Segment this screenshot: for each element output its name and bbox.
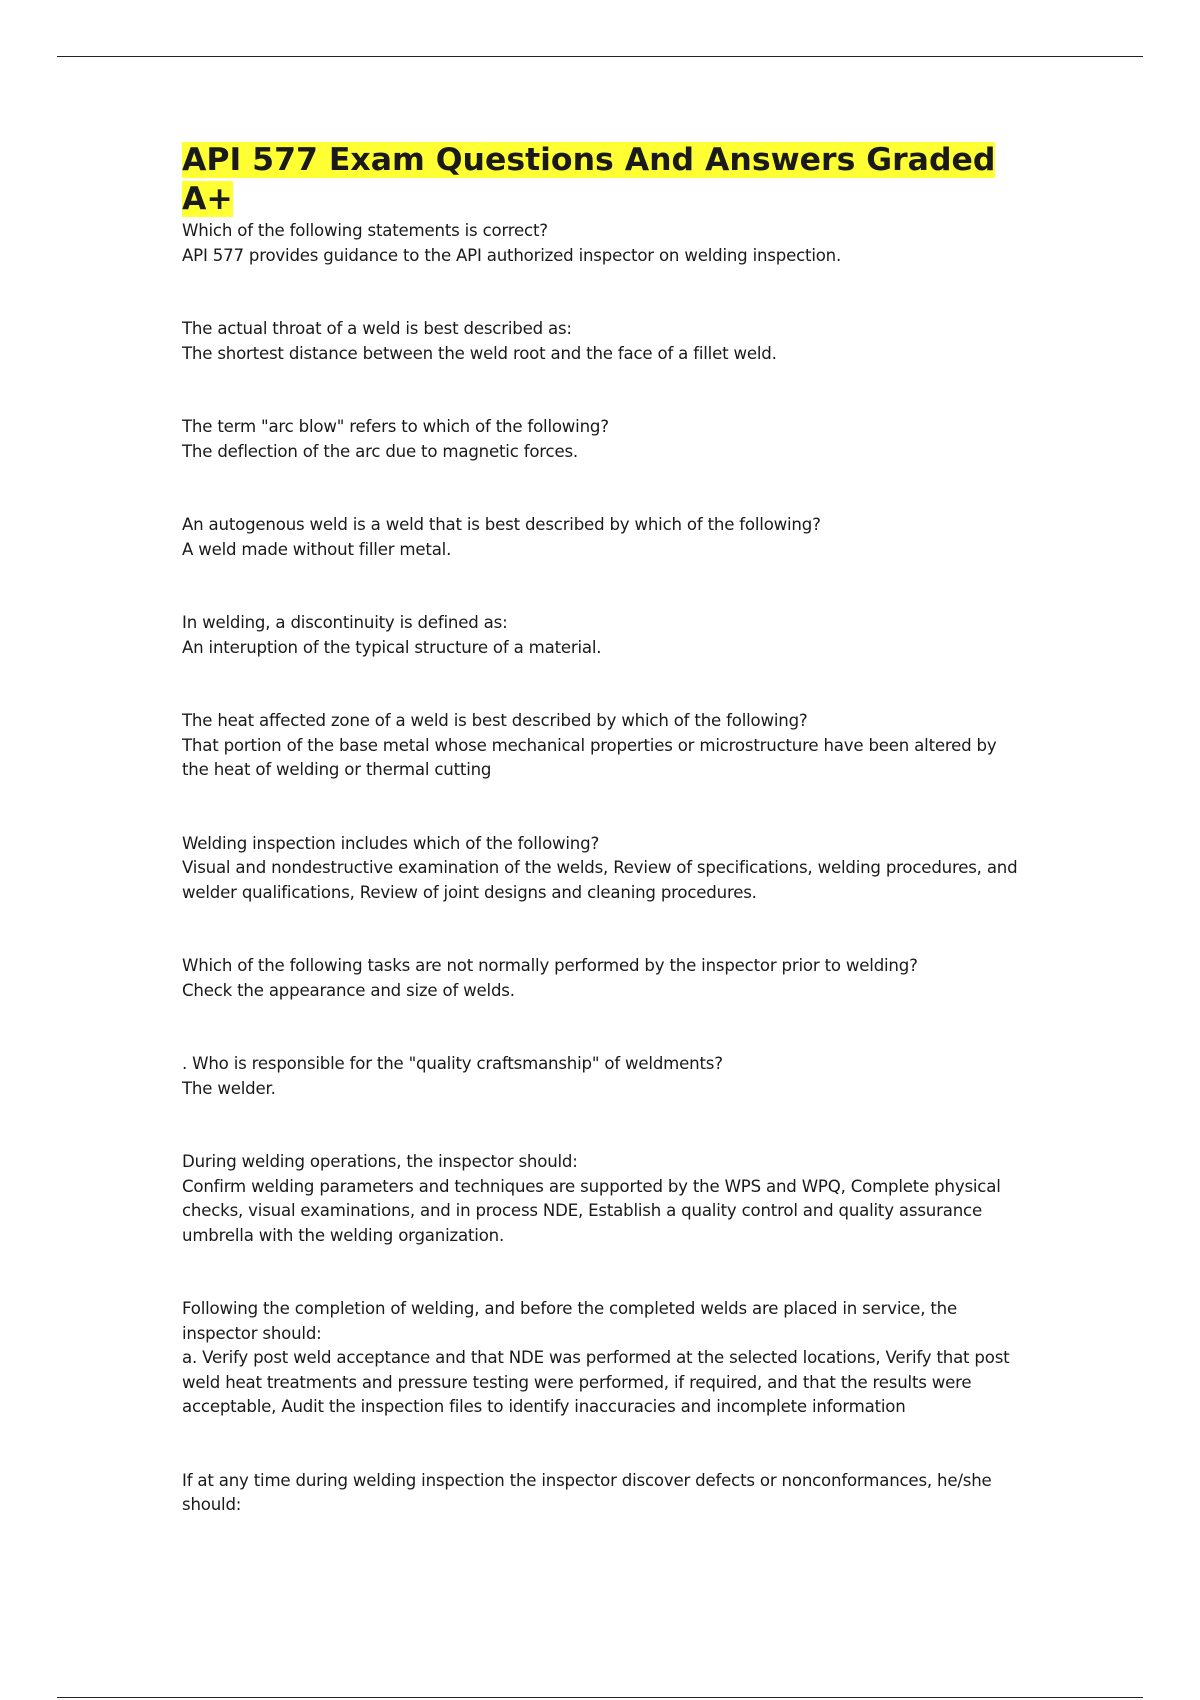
answer-text: A weld made without filler metal. xyxy=(182,539,452,559)
qa-item xyxy=(182,513,1022,562)
qa-list xyxy=(182,219,1022,1518)
question-text: In welding, a discontinuity is defined as: xyxy=(182,613,508,632)
qa-item xyxy=(182,1150,1022,1248)
qa-item xyxy=(182,415,1022,464)
title-highlight: API 577 Exam Questions And Answers Graded A+ xyxy=(182,142,996,217)
qa-item xyxy=(182,954,1022,1003)
answer-text: The shortest distance between the weld root and the face of a fillet weld. xyxy=(182,343,777,363)
question-text: During welding operations, the inspector should: xyxy=(182,1152,578,1171)
answer-text: a. Verify post weld acceptance and that NDE was performed at the selected locations, Verify that post weld heat treatments and pressure testing were performed, if required, and that the results were acceptable, Audit the inspection files to identify inaccuracies and incomplete information xyxy=(182,1348,1010,1416)
qa-item xyxy=(182,611,1022,660)
answer-text: The deflection of the arc due to magnetic forces. xyxy=(182,441,579,461)
qa-item xyxy=(182,832,1022,906)
question-text: . Who is responsible for the "quality craftsmanship" of weldments? xyxy=(182,1054,723,1073)
qa-item xyxy=(182,1297,1022,1420)
answer-text: API 577 provides guidance to the API authorized inspector on welding inspection. xyxy=(182,245,842,265)
answer-text: Check the appearance and size of welds. xyxy=(182,980,515,1000)
answer-text: Confirm welding parameters and techniques are supported by the WPS and WPQ, Complete physical checks, visual examinations, and in process NDE, Establish a quality control and quality assurance umbrella with the welding organization. xyxy=(182,1176,1001,1245)
footer-rule xyxy=(57,1697,1143,1698)
question-text: Following the completion of welding, and before the completed welds are placed in service, the inspector should: xyxy=(182,1299,957,1343)
answer-text: The welder. xyxy=(182,1078,276,1098)
question-text: The term "arc blow" refers to which of the following? xyxy=(182,417,609,436)
answer-text: Visual and nondestructive examination of the welds, Review of specifications, welding procedures, and welder qualifications, Review of joint designs and cleaning procedures. xyxy=(182,858,1018,902)
qa-item xyxy=(182,1052,1022,1101)
question-text: Welding inspection includes which of the following? xyxy=(182,833,600,853)
answer-text: An interuption of the typical structure of a material. xyxy=(182,637,602,657)
header-rule xyxy=(57,56,1143,57)
answer-text: That portion of the base metal whose mechanical properties or microstructure have been altered by the heat of welding or thermal cutting xyxy=(182,735,997,779)
qa-item xyxy=(182,317,1022,366)
question-text: Which of the following statements is correct? xyxy=(182,221,548,240)
document-title xyxy=(182,141,1022,219)
qa-item xyxy=(182,709,1022,783)
question-text: Which of the following tasks are not normally performed by the inspector prior to welding? xyxy=(182,956,918,975)
qa-item xyxy=(182,1469,1022,1518)
question-text: The heat affected zone of a weld is best described by which of the following? xyxy=(182,711,808,730)
question-text: An autogenous weld is a weld that is best described by which of the following? xyxy=(182,515,821,534)
question-text: The actual throat of a weld is best described as: xyxy=(182,319,572,338)
question-text: If at any time during welding inspection the inspector discover defects or nonconformances, he/she should: xyxy=(182,1470,992,1514)
qa-item xyxy=(182,219,1022,268)
document-body xyxy=(182,141,1022,1567)
